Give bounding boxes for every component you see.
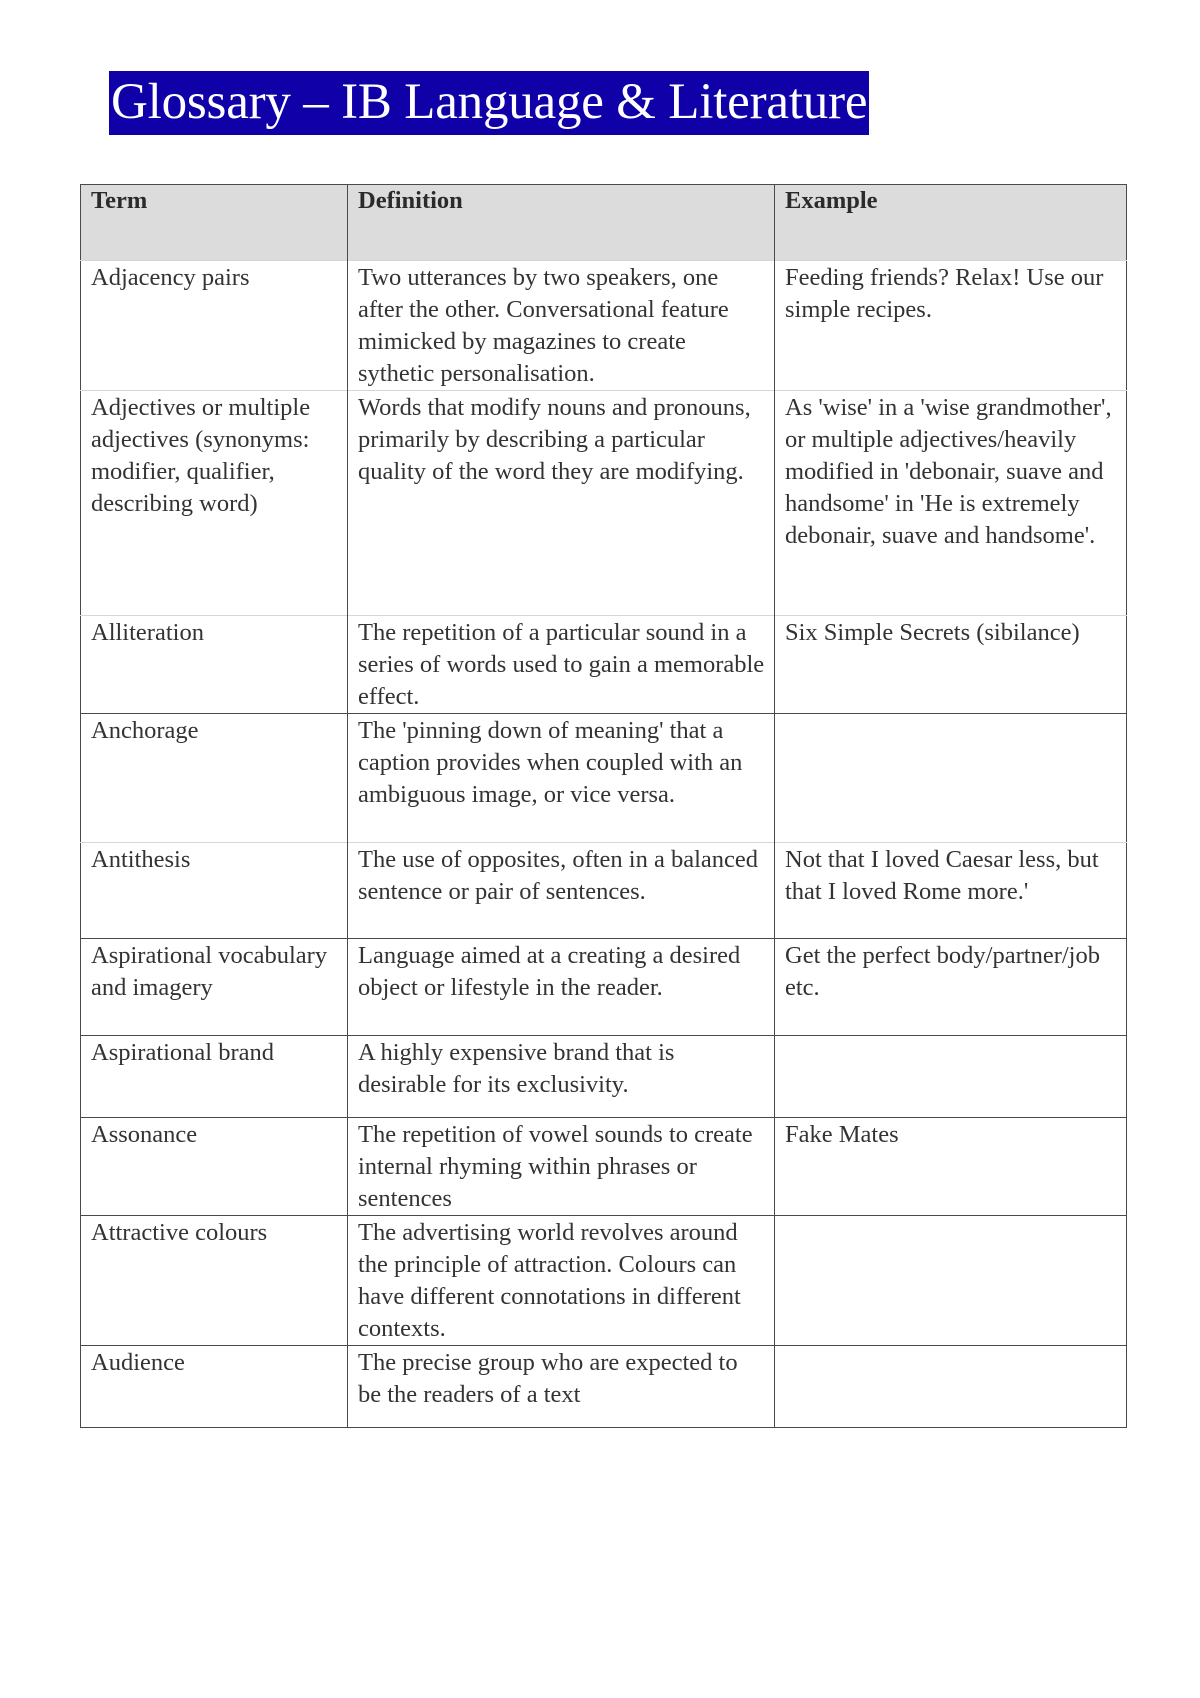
header-term: Term [81,185,348,261]
example-cell: Six Simple Secrets (sibilance) [775,616,1127,714]
example-cell: Get the perfect body/partner/job etc. [775,939,1127,1036]
definition-cell: A highly expensive brand that is desirable for its exclusivity. [348,1036,775,1118]
term-cell: Adjectives or multiple adjectives (synonyms: modifier, qualifier, describing word) [81,391,348,616]
definition-cell: The precise group who are expected to be the readers of a text [348,1346,775,1428]
term-cell: Anchorage [81,714,348,843]
table-row [81,843,1127,939]
definition-cell: Words that modify nouns and pronouns, primarily by describing a particular quality of the word they are modifying. [348,391,775,616]
example-cell: Fake Mates [775,1118,1127,1216]
document-title: Glossary – IB Language & Literature [109,71,869,135]
definition-cell: The 'pinning down of meaning' that a caption provides when coupled with an ambiguous image, or vice versa. [348,714,775,843]
glossary-table [80,184,1127,1428]
definition-cell: The use of opposites, often in a balanced sentence or pair of sentences. [348,843,775,939]
header-example: Example [775,185,1127,261]
term-cell: Aspirational vocabulary and imagery [81,939,348,1036]
table-row [81,1036,1127,1118]
table-row [81,1118,1127,1216]
table-row [81,391,1127,616]
term-cell: Audience [81,1346,348,1428]
definition-cell: Language aimed at a creating a desired object or lifestyle in the reader. [348,939,775,1036]
table-row [81,1346,1127,1428]
term-cell: Adjacency pairs [81,261,348,391]
term-cell: Antithesis [81,843,348,939]
table-row [81,714,1127,843]
example-cell [775,1216,1127,1346]
term-cell: Assonance [81,1118,348,1216]
table-row [81,939,1127,1036]
term-cell: Alliteration [81,616,348,714]
example-cell [775,1036,1127,1118]
example-cell [775,1346,1127,1428]
example-cell [775,714,1127,843]
table-row [81,616,1127,714]
table-header-row [81,185,1127,261]
example-cell: Feeding friends? Relax! Use our simple recipes. [775,261,1127,391]
example-cell: As 'wise' in a 'wise grandmother', or multiple adjectives/heavily modified in 'debonair, suave and handsome' in 'He is extremely debonair, suave and handsome'. [775,391,1127,616]
term-cell: Attractive colours [81,1216,348,1346]
example-cell: Not that I loved Caesar less, but that I loved Rome more.' [775,843,1127,939]
definition-cell: Two utterances by two speakers, one after the other. Conversational feature mimicked by magazines to create sythetic personalisation. [348,261,775,391]
definition-cell: The repetition of a particular sound in a series of words used to gain a memorable effect. [348,616,775,714]
definition-cell: The advertising world revolves around the principle of attraction. Colours can have different connotations in different contexts. [348,1216,775,1346]
table-row [81,261,1127,391]
term-cell: Aspirational brand [81,1036,348,1118]
table-row [81,1216,1127,1346]
definition-cell: The repetition of vowel sounds to create internal rhyming within phrases or sentences [348,1118,775,1216]
header-definition: Definition [348,185,775,261]
